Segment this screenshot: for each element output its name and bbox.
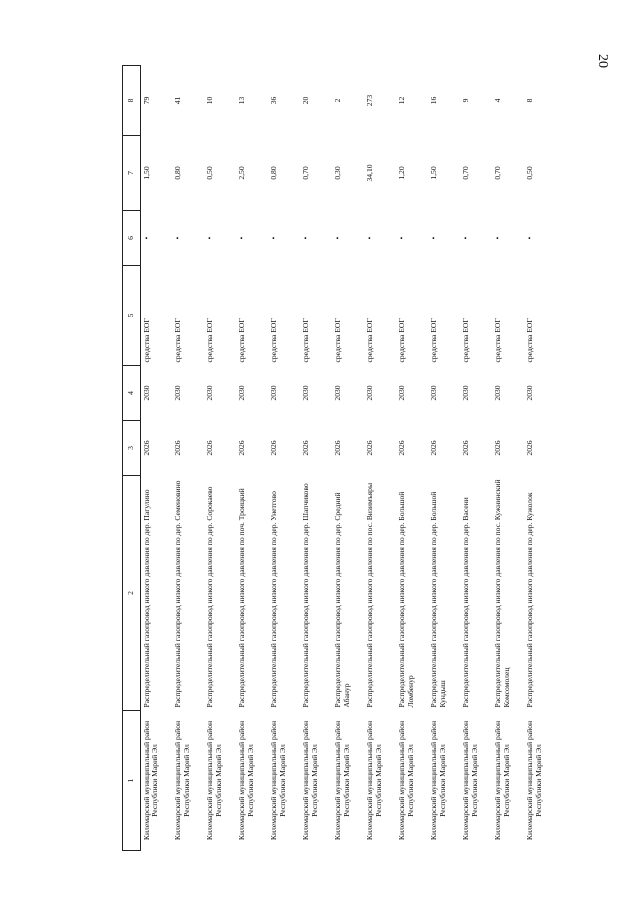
cell-start-year: 2026: [461, 440, 471, 456]
table-row: [364, 66, 396, 851]
cell-flag: •: [205, 236, 215, 240]
cell-end-year: 2030: [461, 385, 471, 401]
cell-count: 20: [301, 96, 311, 105]
cell-district: Килемарский муниципальный район Республики Марий Эл: [205, 720, 223, 841]
table-row: [172, 66, 204, 851]
cell-flag: •: [397, 236, 407, 240]
gas-pipeline-table: [122, 65, 556, 851]
cell-start-year: 2026: [237, 440, 247, 456]
table-row: [396, 66, 428, 851]
header-col-6: 6: [123, 211, 141, 266]
table-row: [492, 66, 524, 851]
cell-end-year: 2030: [333, 385, 343, 401]
cell-object: Распределительный газопровод низкого давления по дер. Пагулино: [141, 489, 151, 708]
table-row: [428, 66, 460, 851]
table-row: [332, 66, 364, 851]
cell-end-year: 2030: [205, 385, 215, 401]
cell-funding-source: средства ЕОГ: [365, 318, 375, 363]
cell-object: Распределительный газопровод низкого давления по пос. Кужнинский Комсомолец: [493, 479, 511, 708]
cell-object: Распределительный газопровод низкого давления по пос. Визимъяры: [365, 482, 375, 708]
cell-funding-source: средства ЕОГ: [493, 318, 503, 363]
header-col-1: 1: [123, 711, 141, 851]
cell-object: Распределительный газопровод низкого давления по дер. Васени: [461, 497, 471, 708]
cell-district: Килемарский муниципальный район Республики Марий Эл: [333, 720, 351, 841]
cell-funding-source: средства ЕОГ: [333, 318, 343, 363]
cell-end-year: 2030: [141, 385, 151, 401]
cell-funding-source: средства ЕОГ: [461, 318, 471, 363]
cell-count: 8: [525, 98, 535, 103]
cell-object: Распределительный газопровод низкого давления по дер. Шапчиково: [301, 483, 311, 708]
cell-start-year: 2026: [333, 440, 343, 456]
cell-length: 0,70: [461, 166, 471, 180]
cell-district: Килемарский муниципальный район Республики Марий Эл: [237, 720, 255, 841]
cell-count: 273: [365, 94, 375, 107]
cell-funding-source: средства ЕОГ: [237, 318, 247, 363]
cell-start-year: 2026: [493, 440, 503, 456]
cell-length: 1,20: [397, 166, 407, 180]
cell-funding-source: средства ЕОГ: [141, 318, 151, 363]
cell-flag: •: [525, 236, 535, 240]
cell-flag: •: [333, 236, 343, 240]
cell-start-year: 2026: [173, 440, 183, 456]
cell-object: Распределительный газопровод низкого давления по дер. Кужолок: [525, 492, 535, 708]
cell-funding-source: средства ЕОГ: [269, 318, 279, 363]
cell-start-year: 2026: [205, 440, 215, 456]
cell-length: 0,80: [269, 166, 279, 180]
cell-district: Килемарский муниципальный район Республики Марий Эл: [493, 720, 511, 841]
cell-end-year: 2030: [173, 385, 183, 401]
header-col-3: 3: [123, 421, 141, 476]
table-row: [204, 66, 236, 851]
cell-district: Килемарский муниципальный район Республики Марий Эл: [141, 720, 160, 841]
cell-count: 12: [397, 96, 407, 105]
header-col-8: 8: [123, 66, 141, 136]
header-col-5: 5: [123, 266, 141, 366]
cell-district: Килемарский муниципальный район Республики Марий Эл: [269, 720, 287, 841]
cell-start-year: 2026: [301, 440, 311, 456]
cell-flag: •: [173, 236, 183, 240]
cell-object: Распределительный газопровод низкого давления по дер. Большой Ломбенур: [397, 491, 415, 708]
header-col-7: 7: [123, 136, 141, 211]
cell-flag: •: [429, 236, 439, 240]
cell-count: 36: [269, 96, 279, 105]
cell-flag: •: [269, 236, 279, 240]
cell-start-year: 2026: [141, 440, 151, 456]
cell-start-year: 2026: [429, 440, 439, 456]
cell-end-year: 2030: [365, 385, 375, 401]
cell-funding-source: средства ЕОГ: [429, 318, 439, 363]
table-row: [460, 66, 492, 851]
rotated-table-container: [122, 66, 617, 851]
cell-funding-source: средства ЕОГ: [301, 318, 311, 363]
table-body: [140, 66, 556, 851]
cell-end-year: 2030: [269, 385, 279, 401]
cell-object: Распределительный газопровод низкого давления по поч. Троицкий: [237, 488, 247, 708]
cell-district: Килемарский муниципальный район Республики Марий Эл: [301, 720, 319, 841]
cell-length: 2,50: [237, 166, 247, 180]
cell-flag: •: [301, 236, 311, 240]
cell-count: 41: [173, 96, 183, 105]
cell-count: 16: [429, 96, 439, 105]
cell-funding-source: средства ЕОГ: [205, 318, 215, 363]
cell-length: 0,50: [525, 166, 535, 180]
cell-end-year: 2030: [525, 385, 535, 401]
table-row: [140, 66, 172, 851]
cell-count: 9: [461, 98, 471, 103]
cell-funding-source: средства ЕОГ: [525, 318, 535, 363]
cell-count: 4: [493, 98, 503, 103]
cell-district: Килемарский муниципальный район Республики Марий Эл: [173, 720, 191, 841]
cell-object: Распределительный газопровод низкого давления по дер. Сорокаево: [205, 486, 215, 708]
cell-count: 13: [237, 96, 247, 105]
cell-end-year: 2030: [493, 385, 503, 401]
table-row: [524, 66, 556, 851]
cell-count: 79: [141, 96, 151, 105]
cell-district: Килемарский муниципальный район Республики Марий Эл: [461, 720, 479, 841]
cell-object: Распределительный газопровод низкого давления по дер. Семеновино: [173, 480, 183, 708]
cell-flag: •: [493, 236, 503, 240]
cell-start-year: 2026: [365, 440, 375, 456]
cell-funding-source: средства ЕОГ: [397, 318, 407, 363]
cell-length: 0,70: [493, 166, 503, 180]
cell-flag: •: [141, 236, 151, 240]
cell-flag: •: [365, 236, 375, 240]
cell-district: Килемарский муниципальный район Республики Марий Эл: [397, 720, 415, 841]
cell-length: 0,70: [301, 166, 311, 180]
cell-end-year: 2030: [301, 385, 311, 401]
cell-start-year: 2026: [525, 440, 535, 456]
cell-start-year: 2026: [269, 440, 279, 456]
cell-flag: •: [461, 236, 471, 240]
table-row: [300, 66, 332, 851]
cell-end-year: 2030: [397, 385, 407, 401]
cell-end-year: 2030: [429, 385, 439, 401]
cell-length: 0,50: [205, 166, 215, 180]
page-number: 20: [595, 54, 610, 68]
cell-object: Распределительный газопровод низкого давления по дер. Большой Кундыш: [429, 491, 447, 708]
table-row: [236, 66, 268, 851]
cell-district: Килемарский муниципальный район Республики Марий Эл: [429, 720, 447, 841]
cell-length: 1,50: [429, 166, 439, 180]
cell-count: 2: [333, 98, 343, 103]
cell-flag: •: [237, 236, 247, 240]
table-header: [123, 66, 141, 851]
cell-district: Килемарский муниципальный район Республики Марий Эл: [365, 720, 383, 841]
cell-length: 1,50: [141, 166, 151, 180]
cell-length: 0,80: [173, 166, 183, 180]
cell-object: Распределительный газопровод низкого давления по дер. Средний Абанур: [333, 492, 351, 708]
cell-district: Килемарский муниципальный район Республики Марий Эл: [525, 720, 543, 841]
cell-length: 0,30: [333, 166, 343, 180]
cell-object: Распределительный газопровод низкого давления по дер. Унетгово: [269, 491, 279, 708]
table-row: [268, 66, 300, 851]
cell-funding-source: средства ЕОГ: [173, 318, 183, 363]
cell-length: 34,10: [365, 164, 375, 182]
header-col-2: 2: [123, 476, 141, 711]
header-col-4: 4: [123, 366, 141, 421]
cell-start-year: 2026: [397, 440, 407, 456]
cell-end-year: 2030: [237, 385, 247, 401]
cell-count: 10: [205, 96, 215, 105]
